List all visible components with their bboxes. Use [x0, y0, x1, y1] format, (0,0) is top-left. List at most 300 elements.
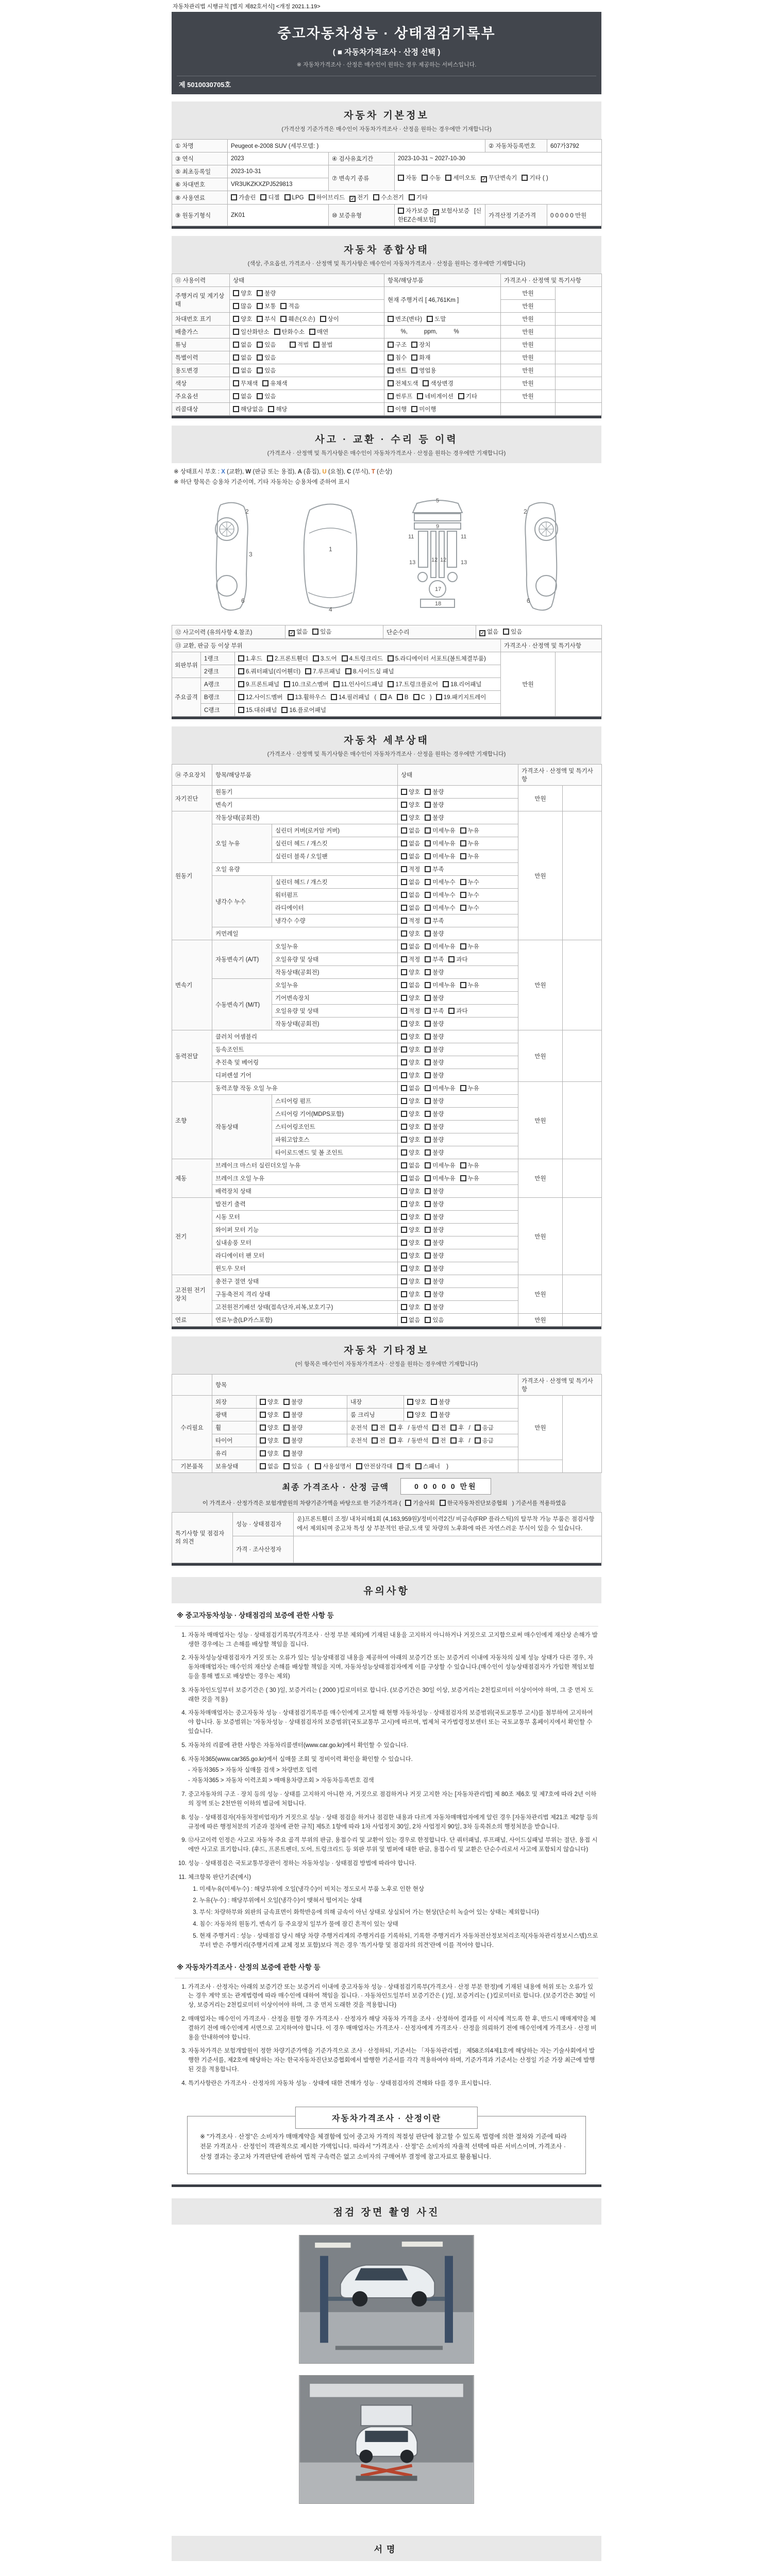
checkbox-양호[interactable] — [401, 969, 407, 975]
checkbox-한국자동차진단보증협회[interactable] — [440, 1500, 446, 1506]
vin-value: VR3UKZKXZPJ529813 — [228, 178, 329, 191]
checkbox-누유[interactable] — [460, 1162, 466, 1168]
checkbox-양호[interactable] — [401, 1265, 407, 1272]
item-label: 디퍼렌셜 기어 — [212, 1069, 398, 1082]
state-cell — [398, 914, 518, 927]
checkbox-후[interactable] — [450, 1425, 457, 1431]
checkbox-불량[interactable] — [425, 1098, 431, 1104]
checkbox-무단변속기[interactable]: ✓ — [481, 177, 486, 182]
checkbox-없음[interactable] — [401, 1085, 407, 1091]
checkbox-불량[interactable] — [425, 1265, 431, 1272]
checkbox-무채색[interactable] — [233, 380, 239, 386]
checkbox-label: 부식 — [264, 316, 276, 323]
checkbox-자동[interactable] — [398, 175, 404, 181]
state-cell — [398, 1030, 518, 1043]
checkbox-15.대쉬패널[interactable] — [238, 707, 244, 713]
checkbox-양호[interactable] — [401, 1149, 407, 1156]
checkbox-영업용[interactable] — [411, 367, 417, 374]
checkbox-17.트렁크플로어[interactable] — [388, 681, 394, 687]
notice-item — [188, 2079, 598, 2089]
checkbox-1.후드[interactable] — [238, 655, 244, 662]
checkbox-양호[interactable] — [401, 1291, 407, 1297]
checkbox-누유[interactable] — [460, 1175, 466, 1181]
checkbox-없음[interactable] — [401, 853, 407, 859]
checkbox-없음[interactable] — [401, 1317, 407, 1323]
checkbox-불량[interactable] — [425, 1304, 431, 1310]
notes-cell — [563, 1082, 602, 1159]
checkbox-양호[interactable] — [401, 995, 407, 1001]
checkbox-양호[interactable] — [401, 1059, 407, 1065]
notice-subitem: 2. 누유(누수) : 해당부위에서 오일(냉각수)이 맺혀서 떨어지는 상태 — [199, 1896, 598, 1906]
checkbox-불량[interactable] — [425, 1021, 431, 1027]
checkbox-label: 양호 — [409, 1279, 421, 1285]
checkbox-불법[interactable] — [313, 342, 320, 348]
checkbox-누유[interactable] — [460, 943, 466, 950]
checkbox-불량[interactable] — [425, 1188, 431, 1194]
checkbox-불량[interactable] — [425, 1240, 431, 1246]
checkbox-양호[interactable] — [401, 1278, 407, 1284]
checkbox-없음[interactable] — [401, 1175, 407, 1181]
checkbox-많음[interactable] — [233, 303, 239, 309]
checkbox-label: B — [404, 694, 409, 701]
checkbox-전[interactable] — [372, 1437, 378, 1444]
checkbox-12.사이드멤버[interactable] — [238, 694, 244, 700]
checkbox-불량[interactable] — [425, 1033, 431, 1040]
checkbox-불량[interactable] — [425, 1227, 431, 1233]
checkbox-label: 양호 — [409, 1292, 421, 1298]
passenger-car-note: ※ 하단 항목은 승용차 기준이며, 기타 자동차는 승용차에 준하여 표시 — [174, 479, 350, 485]
checkbox-이행[interactable] — [388, 406, 394, 412]
simple-repair-label: 단순수리 — [383, 625, 476, 639]
checkbox-양호[interactable] — [401, 1214, 407, 1220]
notice-text: 1. 가격조사 · 산정자는 아래의 보증기간 또는 보증거리 이내에 중고자동차 성능 · 상태점검기록부(가격조사 · 산정 부분 한정)에 기재된 내용에 허위 또는 오류가 있는 경우 계약 또는 관계법령에 따라 매수인에 대하여 책임을 집니다. · 자동차인도일부터 보증기간은 ( )일, 보증거리는 ( )킬로미터로 합니다. (보증기간은 30일 이상, 보증거리는 2천킬로미터 이상이어야 하며, 그 중 먼저 도래한 것을 적용합니다) — [188, 1984, 596, 2009]
checkbox-label: 양호 — [409, 1060, 421, 1066]
page-subtitle: ( ■ 자동차가격조사 · 산정 선택 ) — [332, 48, 441, 57]
notes-cell — [563, 1030, 602, 1082]
checkbox-기타[interactable] — [458, 393, 464, 399]
checkbox-응급[interactable] — [475, 1437, 481, 1444]
checkbox-매연[interactable] — [309, 329, 315, 335]
checkbox-양호[interactable] — [401, 1046, 407, 1053]
checkbox-후[interactable] — [450, 1437, 457, 1444]
appraiser-opinion — [294, 1536, 602, 1563]
checkbox-양호[interactable] — [401, 815, 407, 821]
checkbox-label: 없음 — [409, 854, 421, 860]
notes-cell — [556, 287, 602, 313]
checkbox-누유[interactable] — [460, 1085, 466, 1091]
checkbox-label: 전 — [379, 1438, 385, 1444]
checkbox-장치[interactable] — [411, 342, 417, 348]
checkbox-응급[interactable] — [475, 1425, 481, 1431]
checkbox-미세누유[interactable] — [425, 840, 431, 846]
checkbox-불량[interactable] — [425, 1278, 431, 1284]
checkbox-18.리어패널[interactable] — [443, 681, 449, 687]
checkbox-있음[interactable] — [257, 354, 263, 361]
notes-cell — [563, 1198, 602, 1275]
checkbox-없음[interactable] — [401, 1162, 407, 1168]
checkbox-양호[interactable] — [401, 1033, 407, 1040]
checkbox-미세누유[interactable] — [425, 853, 431, 859]
state-cell — [398, 1056, 518, 1069]
checkbox-미세누유[interactable] — [425, 982, 431, 988]
checkbox-누유[interactable] — [460, 982, 466, 988]
checkbox-label: 도말 — [434, 316, 446, 323]
checkbox-불량[interactable] — [425, 1291, 431, 1297]
checkbox-label: 양호 — [409, 815, 421, 821]
checkbox-11.인사이드패널[interactable] — [333, 681, 340, 687]
checkbox-누유[interactable] — [460, 827, 466, 834]
checkbox-후[interactable] — [390, 1425, 396, 1431]
checkbox-양호[interactable] — [401, 1227, 407, 1233]
checkbox-수동[interactable] — [422, 175, 428, 181]
notice-text: 7. 중고자동차의 구조 · 장치 등의 성능 · 상태를 고지하지 아니한 자, 거짓으로 점검하거나 거짓 고지한 자는 [자동차관리법] 제 80조 제6호 및 제7호에 따라 2년 이하의 징역 또는 2천만원 이하의 벌금에 처합니다. — [188, 1791, 597, 1807]
checkbox-불량[interactable] — [283, 1412, 290, 1418]
checkbox-label: 없음 — [267, 1464, 279, 1470]
choice-10.크로스멤버 — [284, 680, 329, 688]
checkbox-없음[interactable] — [260, 1463, 266, 1469]
checkbox-미세누유[interactable] — [425, 943, 431, 950]
notice-item — [188, 1709, 598, 1736]
checkbox-적음[interactable] — [280, 303, 287, 309]
checkbox-네비게이션[interactable] — [417, 393, 423, 399]
checkbox-전[interactable] — [432, 1437, 439, 1444]
item-label: 기어변속장치 — [272, 992, 398, 1005]
checkbox-불량[interactable] — [425, 1137, 431, 1143]
checkbox-양호[interactable] — [407, 1412, 413, 1418]
checkbox-불량[interactable] — [283, 1437, 290, 1444]
checkbox-label: 양호 — [409, 1047, 421, 1053]
checkbox-불량[interactable] — [425, 1214, 431, 1220]
checkbox-있음[interactable] — [257, 342, 263, 348]
checkbox-불량[interactable] — [425, 1072, 431, 1078]
final-price-label: 최종 가격조사 · 산정 금액 — [282, 1483, 390, 1492]
item-label: 브레이크 오일 누유 — [212, 1172, 398, 1185]
checkbox-불량[interactable] — [425, 802, 431, 808]
checkbox-있음[interactable] — [257, 367, 263, 374]
checkbox-불량[interactable] — [425, 995, 431, 1001]
notes-cell — [556, 351, 602, 364]
checkbox-해당없음[interactable] — [233, 406, 239, 412]
checkbox-있음[interactable] — [425, 1317, 431, 1323]
checkbox-렌트[interactable] — [388, 367, 394, 374]
section-detail-subtitle: (가격조사 · 산정액 및 특기사항은 매수인이 자동차가격조사 · 산정을 원하는 경우에만 기재합니다) — [267, 751, 506, 757]
checkbox-10.크로스멤버[interactable] — [284, 681, 290, 687]
choice-디젤 — [260, 193, 279, 201]
checkbox-양호[interactable] — [401, 1201, 407, 1207]
checkbox-적정[interactable] — [401, 1008, 407, 1014]
signature-space[interactable] — [172, 2561, 601, 2576]
checkbox-양호[interactable] — [401, 802, 407, 808]
checkbox-양호[interactable] — [401, 1137, 407, 1143]
checkbox-부족[interactable] — [425, 1008, 431, 1014]
checkbox-있음[interactable] — [312, 629, 318, 635]
checkbox-전[interactable] — [372, 1425, 378, 1431]
checkbox-적정[interactable] — [401, 866, 407, 872]
checkbox-화재[interactable] — [411, 354, 417, 361]
exchange-price-header: 가격조사 · 산정액 및 특기사항 — [501, 639, 602, 652]
item-label: 오일 유량 — [212, 863, 398, 876]
checkbox-label: 미이행 — [419, 406, 436, 413]
checkbox-label: 누수 — [467, 879, 479, 886]
checkbox-양호[interactable] — [401, 789, 407, 795]
checkbox-label: 양호 — [409, 1073, 421, 1079]
checkbox-label: 누유 — [467, 982, 479, 989]
checkbox-양호[interactable] — [260, 1399, 266, 1405]
checkbox-도말[interactable] — [427, 316, 433, 322]
choice-양호 — [401, 1239, 420, 1247]
price-cell — [518, 1460, 563, 1473]
notice-item — [188, 1983, 598, 2010]
basic-info-table — [172, 139, 602, 226]
checkbox-불량[interactable] — [425, 930, 431, 937]
checkbox-label: 불량 — [432, 1047, 444, 1053]
first-reg-value: 2023-10-31 — [228, 165, 329, 178]
checkbox-불량[interactable] — [425, 1201, 431, 1207]
subgroup-label: 자동변속기 (A/T) — [212, 940, 272, 979]
checkbox-양호[interactable] — [233, 316, 239, 322]
checkbox-없음[interactable] — [401, 905, 407, 911]
checkbox-양호[interactable] — [401, 1098, 407, 1104]
checkbox-전[interactable] — [432, 1425, 439, 1431]
checkbox-label: 불법 — [321, 342, 333, 348]
checkbox-미세누유[interactable] — [425, 1162, 431, 1168]
checkbox-미세누유[interactable] — [425, 1085, 431, 1091]
checkbox-양호[interactable] — [401, 1252, 407, 1259]
checkbox-보통[interactable] — [257, 303, 263, 309]
checkbox-침수[interactable] — [388, 354, 394, 361]
checkbox-불량[interactable] — [257, 290, 263, 296]
checkbox-없음[interactable]: ✓ — [290, 631, 294, 636]
checkbox-부식[interactable] — [257, 316, 263, 322]
checkbox-19.패키지트레이[interactable] — [436, 694, 442, 700]
price-cell: 만원 — [501, 390, 556, 403]
checkbox-과다[interactable] — [448, 956, 455, 962]
checkbox-불량[interactable] — [425, 815, 431, 821]
checkbox-6.쿼터패널(리어휀더)[interactable] — [238, 668, 244, 674]
checkbox-잭[interactable] — [397, 1463, 404, 1469]
checkbox-불량[interactable] — [425, 969, 431, 975]
checkbox-있음[interactable] — [283, 1463, 290, 1469]
checkbox-label: 양호 — [409, 1111, 421, 1117]
checkbox-14.필러패널[interactable] — [331, 694, 337, 700]
notice-text: 2. 매매업자는 매수인이 가격조사 · 산정을 원할 경우 가격조사 · 산정자가 해당 자동차 가격을 조사 · 산정하여 결과를 이 서식에 적도록 한 후, 반드시 매매계약을 체결하기 전에 매수인에게 서면으로 고지하여야 합니다. 이 경우 매매업자는 가격조사 · 산정자에게 가격조사 · 산정을 의뢰하기 전에 매수인에게 가격조사 · 산정 비용을 안내하여야 합니다. — [188, 2015, 597, 2041]
checkbox-label: 2.프론트휀더 — [274, 656, 308, 662]
checkbox-불량[interactable] — [425, 1059, 431, 1065]
checkbox-양호[interactable] — [260, 1412, 266, 1418]
checkbox-2.프론트휀더[interactable] — [267, 655, 273, 662]
checkbox-보험사보증[interactable]: ✓ — [434, 210, 439, 215]
checkbox-있음[interactable] — [257, 393, 263, 399]
checkbox-C[interactable] — [413, 694, 419, 700]
notice-text: 2. 자동차성능상태점검자가 거짓 또는 오류가 있는 성능상태점검 내용을 제공하여 아래의 보증기간 또는 보증거리 이내에 자동차의 실제 성능 상태가 다른 경우, 자동차매매업자는 매수인의 재산상 손해를 배상할 책임을 지며, 자동차성능상태점검자에게 이를 구상할 수 있습니다.(매수인이 성능상태점검자가 가입한 책임보험 등을 통해 별도로 배상받는 경우는 제외) — [188, 1655, 595, 1680]
checkbox-없음[interactable]: ✓ — [480, 631, 485, 636]
checkbox-13.휠하우스[interactable] — [288, 694, 294, 700]
checkbox-탄화수소[interactable] — [274, 329, 280, 335]
checkbox-적정[interactable] — [401, 956, 407, 962]
checkbox-없음[interactable] — [233, 354, 239, 361]
checkbox-양호[interactable] — [401, 1240, 407, 1246]
checkbox-미세누수[interactable] — [425, 892, 431, 898]
checkbox-세미오토[interactable] — [445, 175, 451, 181]
checkbox-과다[interactable] — [448, 1008, 455, 1014]
checkbox-구조[interactable] — [388, 342, 394, 348]
checkbox-불량[interactable] — [283, 1450, 290, 1456]
checkbox-적법[interactable] — [290, 342, 296, 348]
checkbox-양호[interactable] — [401, 1072, 407, 1078]
checkbox-누수[interactable] — [460, 879, 466, 885]
checkbox-미세누수[interactable] — [425, 905, 431, 911]
checkbox-3.도어[interactable] — [313, 655, 319, 662]
checkbox-부족[interactable] — [425, 866, 431, 872]
first-reg-label: ⑤ 최초등록일 — [172, 165, 228, 178]
choice-적정 — [401, 955, 420, 963]
checkbox-미이행[interactable] — [411, 406, 417, 412]
checkbox-양호[interactable] — [401, 1111, 407, 1117]
checkbox-A[interactable] — [380, 694, 386, 700]
checkbox-양호[interactable] — [401, 1021, 407, 1027]
checkbox-없음[interactable] — [233, 342, 239, 348]
checkbox-미세누수[interactable] — [425, 879, 431, 885]
checkbox-없음[interactable] — [401, 840, 407, 846]
checkbox-없음[interactable] — [401, 892, 407, 898]
polish-label: 광택 — [212, 1409, 257, 1421]
checkbox-없음[interactable] — [401, 943, 407, 950]
checkbox-색상변경[interactable] — [423, 380, 429, 386]
checkbox-사용설명서[interactable] — [315, 1463, 321, 1469]
checkbox-양호[interactable] — [260, 1450, 266, 1456]
checkbox-후[interactable] — [390, 1437, 396, 1444]
checkbox-LPG[interactable] — [284, 194, 291, 200]
tire-position-checks — [347, 1434, 518, 1447]
checkbox-불량[interactable] — [431, 1412, 437, 1418]
checkbox-기술사회[interactable] — [405, 1500, 411, 1506]
device-label-제동: 제동 — [172, 1159, 212, 1198]
notes-cell — [563, 786, 602, 811]
checkbox-불량[interactable] — [425, 1124, 431, 1130]
checkbox-양호[interactable] — [260, 1425, 266, 1431]
checkbox-없음[interactable] — [401, 982, 407, 988]
checkbox-label: 화재 — [419, 355, 431, 361]
glass-checks — [257, 1447, 518, 1460]
checkbox-변조(변타)[interactable] — [388, 316, 394, 322]
checkbox-상이[interactable] — [320, 316, 326, 322]
checkbox-일산화탄소[interactable] — [233, 329, 239, 335]
item-label: 파워고압호스 — [272, 1133, 398, 1146]
checkbox-적정[interactable] — [401, 918, 407, 924]
checkbox-4.트렁크리드[interactable] — [342, 655, 348, 662]
checkbox-없음[interactable] — [401, 827, 407, 834]
checkbox-label: 해당 — [276, 406, 288, 413]
checkbox-B[interactable] — [397, 694, 403, 700]
checkbox-불량[interactable] — [425, 1111, 431, 1117]
checkbox-훼손(오손)[interactable] — [280, 316, 287, 322]
checkbox-미세누유[interactable] — [425, 827, 431, 834]
choice-불량 — [425, 1058, 444, 1066]
checkbox-부족[interactable] — [425, 918, 431, 924]
checkbox-label: 후 — [397, 1438, 404, 1444]
checkbox-label: 양호 — [409, 1034, 421, 1040]
checkbox-수소전기[interactable] — [373, 194, 379, 200]
checkbox-불량[interactable] — [425, 1252, 431, 1259]
checkbox-유채색[interactable] — [262, 380, 268, 386]
price-cell: 만원 — [501, 338, 556, 351]
other-h-blank — [172, 1375, 212, 1396]
inline-text — [280, 342, 285, 348]
checkbox-부족[interactable] — [425, 956, 431, 962]
checkbox-디젤[interactable] — [260, 194, 266, 200]
checkbox-16.플로어패널[interactable] — [281, 707, 288, 713]
checkbox-label: 불량 — [432, 1098, 444, 1105]
checkbox-불량[interactable] — [425, 789, 431, 795]
checkbox-9.프론트패널[interactable] — [238, 681, 244, 687]
checkbox-불량[interactable] — [425, 1046, 431, 1053]
inspector-label: 성능 · 상태점검자 — [233, 1513, 294, 1536]
price-cell: 만원 — [501, 287, 556, 300]
choice-침수 — [388, 353, 407, 362]
checkbox-누수[interactable] — [460, 905, 466, 911]
wheel-checks — [257, 1421, 347, 1434]
checkbox-양호[interactable] — [401, 930, 407, 937]
checkbox-양호[interactable] — [260, 1437, 266, 1444]
checkbox-스패너[interactable] — [415, 1463, 422, 1469]
svg-text:13: 13 — [461, 560, 467, 566]
checkbox-썬루프[interactable] — [388, 393, 394, 399]
checkbox-전체도색[interactable] — [388, 380, 394, 386]
checkbox-하이브리드[interactable] — [309, 194, 315, 200]
choice-양호 — [401, 1187, 420, 1195]
checkbox-해당[interactable] — [268, 406, 274, 412]
checkbox-불량[interactable] — [283, 1399, 290, 1405]
checkbox-양호[interactable] — [233, 290, 239, 296]
checkbox-누유[interactable] — [460, 853, 466, 859]
choice-많음 — [233, 302, 252, 310]
checkbox-label: 후 — [458, 1425, 464, 1431]
checkbox-누유[interactable] — [460, 840, 466, 846]
section-basic-title: 자동차 기본정보 — [344, 110, 429, 121]
checkbox-없음[interactable] — [233, 393, 239, 399]
checkbox-안전삼각대[interactable] — [356, 1463, 362, 1469]
checkbox-양호[interactable] — [401, 1304, 407, 1310]
checkbox-가솔린[interactable] — [231, 194, 237, 200]
checkbox-불량[interactable] — [431, 1399, 437, 1405]
checkbox-기타 ( )[interactable] — [522, 175, 528, 181]
checkbox-양호[interactable] — [401, 1188, 407, 1194]
checkbox-미세누유[interactable] — [425, 1175, 431, 1181]
subgroup-label: 수동변속기 (M/T) — [212, 979, 272, 1030]
checkbox-양호[interactable] — [401, 1124, 407, 1130]
choice-15.대쉬패널 — [238, 706, 277, 714]
checkbox-전기[interactable]: ✓ — [350, 196, 355, 202]
checkbox-label: 전기 — [357, 195, 369, 201]
choice-구조 — [388, 341, 407, 349]
checkbox-8.사이드실 패널[interactable] — [345, 668, 351, 674]
choice-있음 — [312, 628, 331, 636]
checkbox-7.루프패널[interactable] — [305, 668, 311, 674]
checkbox-불량[interactable] — [283, 1425, 290, 1431]
checkbox-누수[interactable] — [460, 892, 466, 898]
checkbox-자가보증[interactable] — [398, 208, 404, 214]
checkbox-5.라디에이터 서포트(볼트체결부품)[interactable] — [388, 655, 394, 662]
choice-없음 — [233, 353, 252, 362]
checkbox-기타[interactable] — [409, 194, 415, 200]
notice-subitem: 1. 미세누유(미세누수) : 해당부위에 오일(냉각수)이 비치는 정도로서 부품 노후로 인한 현상 — [199, 1885, 598, 1894]
checkbox-불량[interactable] — [425, 1149, 431, 1156]
choice-보통 — [257, 302, 276, 310]
checkbox-없음[interactable] — [233, 367, 239, 374]
checkbox-있음[interactable] — [503, 629, 509, 635]
checkbox-양호[interactable] — [407, 1399, 413, 1405]
checkbox-없음[interactable] — [401, 879, 407, 885]
